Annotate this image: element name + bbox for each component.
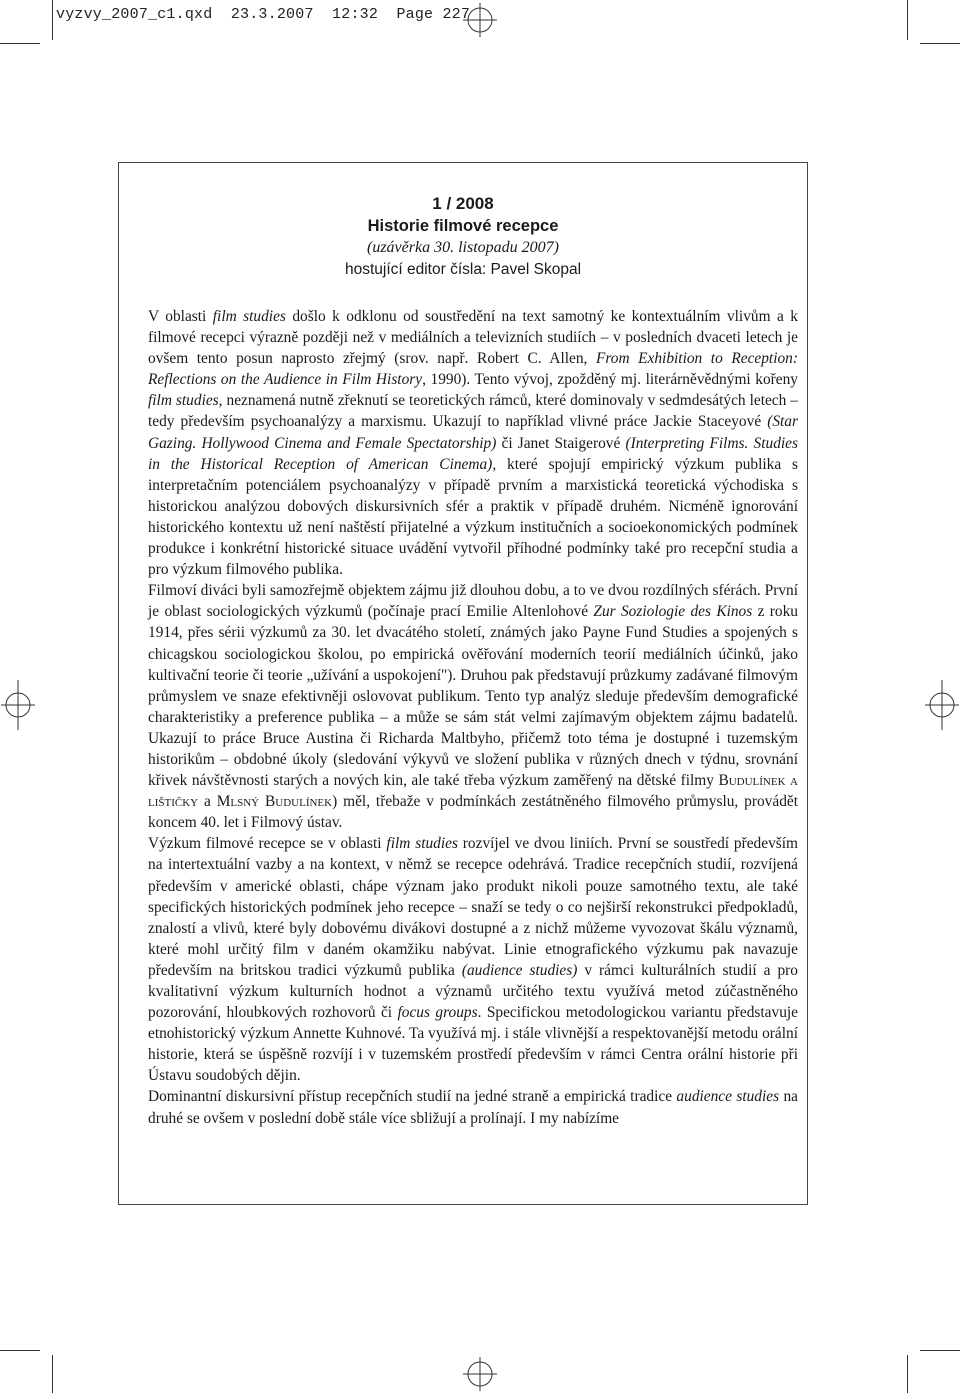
deadline: (uzávěrka 30. listopadu 2007) bbox=[367, 239, 559, 256]
crop-mark bbox=[0, 43, 40, 44]
registration-mark-icon bbox=[925, 680, 959, 730]
crop-mark bbox=[920, 1350, 960, 1351]
crop-mark bbox=[907, 1355, 908, 1393]
crop-mark bbox=[907, 0, 908, 40]
paragraph-3: Výzkum filmové recepce se v oblasti film studies rozvíjel ve dvou liniích. První se soustředí především na intertextuální vazby a na kontext, v němž se recepce odehrává. Tradice recepčních studií, rozvíjená především v americké oblasti, chápe význam jako produkt nikoli pouze samotného textu, ale také specifických historických podmínek jeho recepce – snaží se tedy o co nejširší rekonstrukci předpokladů, znalostí a vlivů, které byly dobovému divákovi dostupné a z nichž můžeme vyvozovat škálu významů, které mohl určitý film v daném okamžiku nabývat. Linie etnografického výzkumu pak navazuje především na britskou tradici výzkumů publika (audience studies) v rámci kulturálních studií a pro kvalitativní výzkum kulturních hodnot a významů určitého textu využívá metod zúčastněného pozorování, hloubkových rozhovorů či focus groups. Specifickou metodologickou variantu představuje etnohistorický výzkum Annette Kuhnové. Ta využívá mj. i stále vlivnější a respektovanější metodu orální historie, která se úspěšně rozvíjí i v tuzemském prostředí především v rámci Centra orální historie při Ústavu soudobých dějin. bbox=[148, 835, 799, 1085]
registration-mark-icon bbox=[1, 680, 35, 730]
call-header bbox=[118, 193, 808, 281]
registration-mark-icon bbox=[463, 1357, 497, 1391]
registration-mark-icon bbox=[463, 3, 497, 37]
paragraph-1: V oblasti film studies došlo k odklonu od soustředění na text samotný ke kontextuálním vlivům a k filmové recepci výrazně později než v mediálních a televizních studiích – v posledních dvaceti letech je ovšem tento posun naprosto zřejmý (srov. např. Robert C. Allen, From Exhibition to Reception: Reflections on the Audience in Film History, 1990). Tento vývoj, zpožděný mj. literárněvědnými kořeny film studies, neznamená nutně zřeknutí se teoretických rámců, které dominovaly v sedmdesátých letech – tedy především psychoanalýzy a marxismu. Ukazují to například vlivné práce Jackie Staceyové (Star Gazing. Hollywood Cinema and Female Spectatorship) či Janet Staigerové (Interpreting Films. Studies in the Historical Reception of American Cinema), které spojují empirický výzkum publika s interpretačním potenciálem psychoanalýzy v případě prvním a marxistická teoretická východiska s historickou analýzou dobových diskursivních sfér a praktik v případě druhém. Nicméně ignorování historického kontextu už není naštěstí přijatelné a výzkum institučních a socioekonomických podmínek produkce i konkrétní historické situace uvádění vytvořil příhodné podmínky také pro recepční studia a pro výzkum filmového publika. bbox=[148, 308, 799, 579]
body-text bbox=[148, 306, 798, 1129]
crop-mark bbox=[52, 0, 53, 40]
issue-title: Historie filmové recepce bbox=[367, 217, 559, 235]
crop-mark bbox=[920, 43, 960, 44]
crop-mark bbox=[0, 1350, 40, 1351]
paragraph-2: Filmoví diváci byli samozřejmě objektem zájmu již dlouhou dobu, a to ve dvou rozdílných sférách. První je oblast sociologických výzkumů (počínaje prací Emilie Altenlohové Zur Soziologie des Kinos z roku 1914, přes sérii výzkumů za 30. let dvacátého století, známých jako Payne Fund Studies a spojených s chicagskou sociologickou školou, po empirická ověřování moderních teorií mediálních účinků, jako kultivační teorie či teorie „užívání a uspokojení"). Druhou pak představují průzkumy zadávané filmovým průmyslem ve snaze efektivněji oslovovat publikum. Tento typ analýz sleduje především demografické charakteristiky a preference publika – a může se sám stát velmi zajímavým objektem zájmu badatelů. Ukazují to práce Bruce Austina či Richarda Maltbyho, přičemž toto téma je dostupné i tuzemským historikům – obdobné úkoly (sledování výkyvů ve složení publika v různých dnech v týdnu, srovnání křivek návštěvnosti starých a nových kin, ale také třeba výzkum zaměřený na dětské filmy Budulínek a lištičky a Mlsný Budulínek) měl, třebaže v podmínkách zestátněného filmového průmyslu, provádět koncem 40. let i Filmový ústav. bbox=[148, 582, 799, 832]
issue-number: 1 / 2008 bbox=[432, 194, 494, 213]
guest-editor: hostující editor čísla: Pavel Skopal bbox=[344, 261, 582, 278]
paragraph-4: Dominantní diskursivní přístup recepčních studií na jedné straně a empirická tradice audience studies na druhé se ovšem v poslední době stále více sbližují a prolínají. I my nabízíme bbox=[148, 1088, 798, 1127]
crop-mark bbox=[52, 1355, 53, 1393]
slug-line: vyzvy_2007_c1.qxd 23.3.2007 12:32 Page 227 bbox=[56, 6, 471, 23]
